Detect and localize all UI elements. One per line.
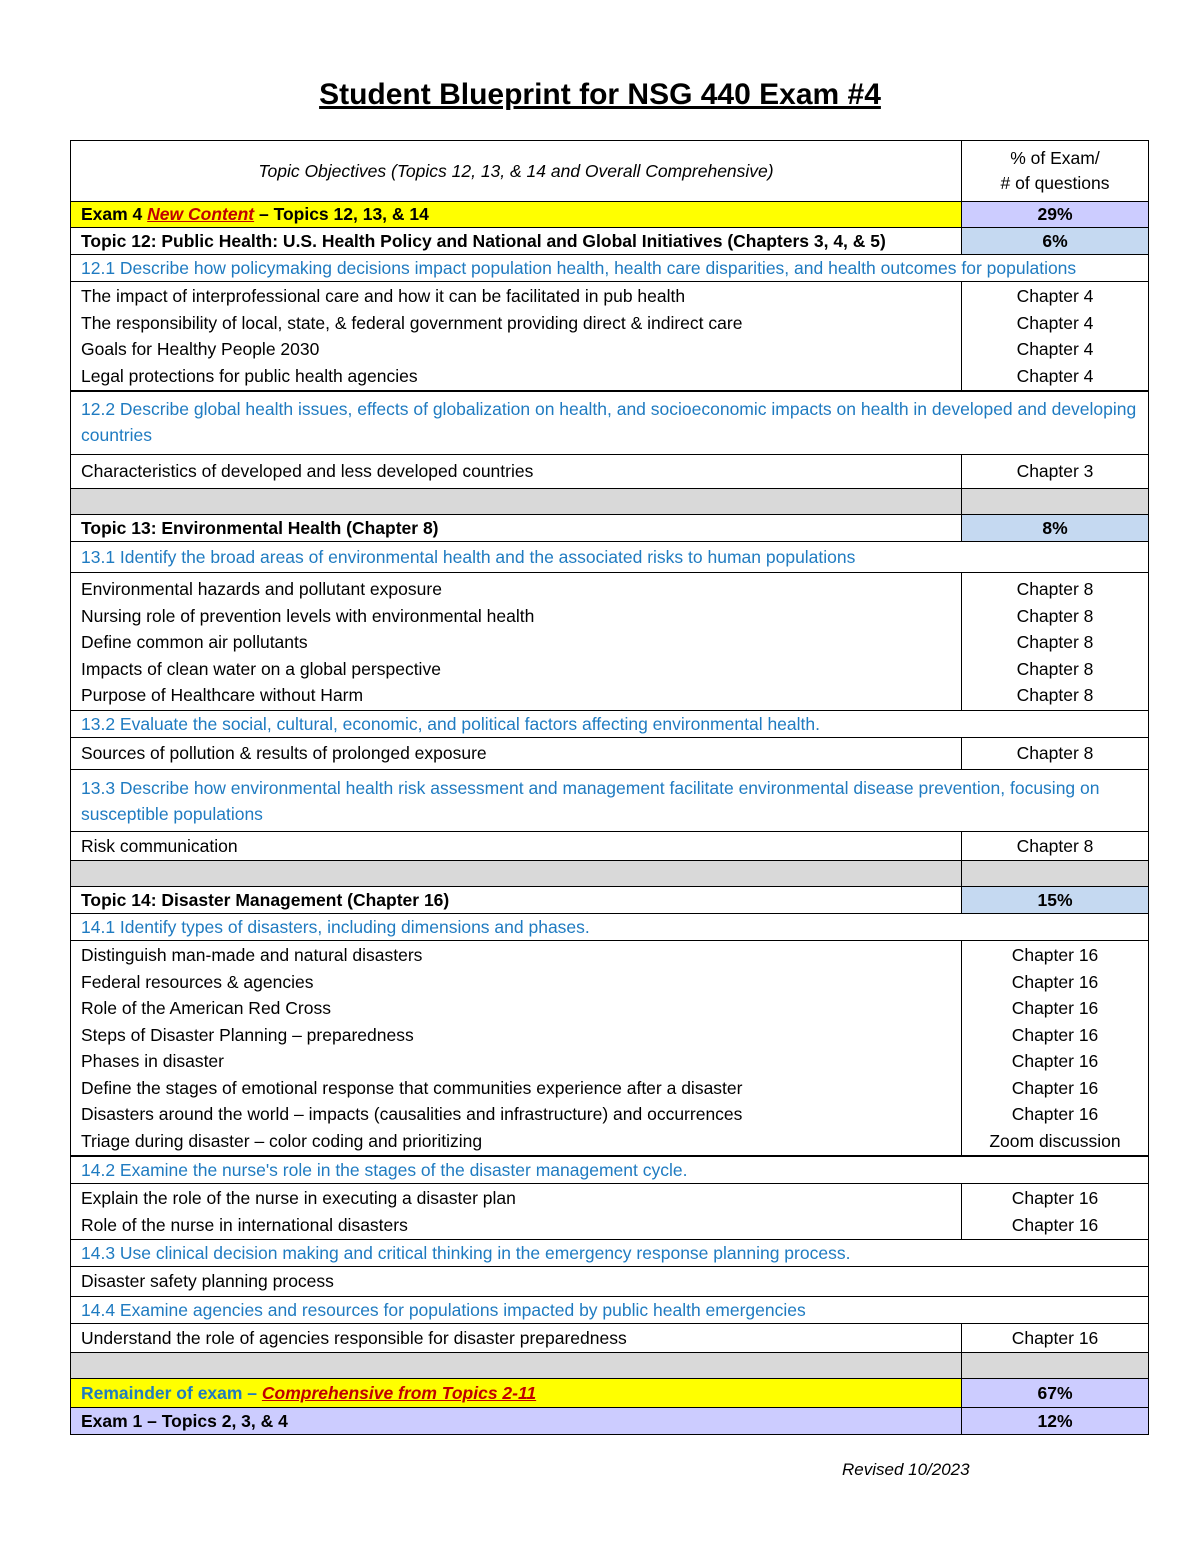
list-item: Impacts of clean water on a global perspective — [81, 658, 441, 679]
items-14-1-row — [71, 941, 1149, 1157]
blueprint-table — [70, 140, 1149, 1435]
spacer-row — [71, 861, 1149, 887]
objective-13-2: 13.2 Evaluate the social, cultural, economic, and political factors affecting environmental health. — [71, 710, 1149, 737]
new-content-percent: 29% — [962, 202, 1149, 228]
objective-12-1-row — [71, 255, 1149, 282]
chapter-ref: Chapter 16 — [1011, 1051, 1099, 1071]
chapter-ref: Chapter 8 — [1016, 605, 1094, 626]
list-item: Distinguish man-made and natural disasters — [81, 945, 423, 965]
list-item: Disaster safety planning process — [71, 1267, 1149, 1297]
topic-14-row — [71, 887, 1149, 914]
new-content-suffix: – Topics 12, 13, & 14 — [254, 204, 429, 224]
objective-14-4: 14.4 Examine agencies and resources for populations impacted by public health emergencies — [71, 1296, 1149, 1323]
page-title: Student Blueprint for NSG 440 Exam #4 — [319, 78, 881, 111]
chapter-ref: Chapter 16 — [1011, 945, 1099, 965]
list-item: Nursing role of prevention levels with environmental health — [81, 605, 535, 626]
objective-13-3: 13.3 Describe how environmental health risk assessment and management facilitate environmental disease prevention, focusing on susceptible populations — [71, 769, 1149, 831]
list-item: Legal protections for public health agencies — [81, 365, 418, 386]
topic-12-title: Topic 12: Public Health: U.S. Health Policy and National and Global Initiatives (Chapters 3, 4, & 5) — [71, 228, 962, 255]
topic-12-percent: 6% — [962, 228, 1149, 255]
chapter-ref: Chapter 16 — [1011, 971, 1099, 992]
percent-header-line1: % of Exam/ — [1010, 148, 1100, 168]
objective-14-1-row — [71, 914, 1149, 941]
chapter-ref: Chapter 8 — [1016, 632, 1094, 652]
objective-12-2-row — [71, 391, 1149, 455]
items-12-2-row — [71, 455, 1149, 489]
objective-13-1-row — [71, 542, 1149, 573]
list-item: The responsibility of local, state, & federal government providing direct & indirect care — [81, 312, 743, 333]
remainder-percent: 67% — [962, 1379, 1149, 1408]
list-item: Define common air pollutants — [81, 632, 308, 652]
chapter-ref: Chapter 16 — [1011, 1024, 1099, 1045]
objective-14-3-row — [71, 1240, 1149, 1267]
revision-note: Revised 10/2023 — [842, 1460, 970, 1479]
new-content-row — [71, 202, 1149, 228]
exam-1-label: Exam 1 – Topics 2, 3, & 4 — [71, 1408, 962, 1435]
remainder-prefix: Remainder of exam – — [81, 1382, 262, 1403]
items-14-3-row — [71, 1267, 1149, 1297]
list-item: Role of the American Red Cross — [81, 998, 331, 1018]
header-row — [71, 141, 1149, 202]
list-item: Explain the role of the nurse in executing a disaster plan — [81, 1188, 516, 1208]
chapter-ref: Chapter 16 — [1011, 1104, 1099, 1124]
topic-13-row — [71, 515, 1149, 542]
items-13-1-row — [71, 573, 1149, 711]
percent-header — [962, 141, 1149, 202]
items-13-1-refs — [962, 573, 1149, 711]
list-item: Phases in disaster — [81, 1051, 224, 1071]
exam-1-row — [71, 1408, 1149, 1435]
spacer-row — [71, 1353, 1149, 1379]
remainder-row — [71, 1379, 1149, 1408]
chapter-ref: Chapter 16 — [1011, 1077, 1099, 1098]
list-item: Understand the role of agencies responsible for disaster preparedness — [71, 1323, 962, 1353]
chapter-ref: Chapter 16 — [962, 1323, 1149, 1353]
chapter-ref: Chapter 8 — [1016, 658, 1094, 679]
list-item: Federal resources & agencies — [81, 971, 314, 992]
chapter-ref: Chapter 4 — [1016, 339, 1094, 359]
list-item: Role of the nurse in international disasters — [81, 1214, 408, 1235]
chapter-ref: Zoom discussion — [989, 1130, 1121, 1151]
new-content-label — [71, 202, 962, 228]
items-13-1-list — [71, 573, 962, 711]
chapter-ref: Chapter 16 — [1011, 998, 1099, 1018]
objective-14-2-row — [71, 1156, 1149, 1184]
items-12-1-row — [71, 282, 1149, 392]
items-14-2-refs — [962, 1184, 1149, 1240]
objective-14-3: 14.3 Use clinical decision making and critical thinking in the emergency response planning process. — [71, 1240, 1149, 1267]
topic-13-title: Topic 13: Environmental Health (Chapter 8) — [71, 515, 962, 542]
chapter-ref: Chapter 16 — [1011, 1188, 1099, 1208]
list-item: Steps of Disaster Planning – preparedness — [81, 1024, 414, 1045]
objective-12-1: 12.1 Describe how policymaking decisions impact population health, health care disparities, and health outcomes for populations — [71, 255, 1149, 282]
items-14-4-row — [71, 1323, 1149, 1353]
exam-1-percent: 12% — [962, 1408, 1149, 1435]
items-14-1-refs — [962, 941, 1149, 1157]
objective-14-2: 14.2 Examine the nurse's role in the stages of the disaster management cycle. — [71, 1156, 1149, 1184]
chapter-ref: Chapter 8 — [962, 737, 1149, 769]
chapter-ref: Chapter 8 — [962, 831, 1149, 861]
objective-12-2: 12.2 Describe global health issues, effects of globalization on health, and socioeconomic impacts on health in developed and developing countries — [71, 391, 1149, 455]
topic-14-title: Topic 14: Disaster Management (Chapter 16) — [71, 887, 962, 914]
items-12-1-list — [71, 282, 962, 392]
list-item: Define the stages of emotional response that communities experience after a disaster — [81, 1077, 743, 1098]
items-13-2-row — [71, 737, 1149, 769]
list-item: Goals for Healthy People 2030 — [81, 339, 320, 359]
objective-13-1: 13.1 Identify the broad areas of environmental health and the associated risks to human populations — [71, 542, 1149, 573]
chapter-ref: Chapter 4 — [1016, 286, 1094, 306]
remainder-label — [71, 1379, 962, 1408]
percent-header-line2: # of questions — [1000, 173, 1110, 193]
chapter-ref: Chapter 4 — [1016, 365, 1094, 386]
objectives-header: Topic Objectives (Topics 12, 13, & 14 and Overall Comprehensive) — [71, 141, 962, 202]
list-item: Risk communication — [71, 831, 962, 861]
chapter-ref: Chapter 3 — [962, 455, 1149, 489]
objective-13-2-row — [71, 710, 1149, 737]
objective-14-4-row — [71, 1296, 1149, 1323]
objective-14-1: 14.1 Identify types of disasters, including dimensions and phases. — [71, 914, 1149, 941]
items-14-2-row — [71, 1184, 1149, 1240]
items-14-2-list — [71, 1184, 962, 1240]
chapter-ref: Chapter 8 — [1016, 685, 1094, 705]
spacer-row — [71, 489, 1149, 515]
items-14-1-list — [71, 941, 962, 1157]
new-content-highlight: New Content — [147, 204, 255, 224]
list-item: Environmental hazards and pollutant exposure — [81, 579, 442, 599]
topic-13-percent: 8% — [962, 515, 1149, 542]
list-item: Triage during disaster – color coding and prioritizing — [81, 1130, 483, 1151]
topic-12-row — [71, 228, 1149, 255]
items-12-1-refs — [962, 282, 1149, 392]
new-content-prefix: Exam 4 — [81, 204, 148, 224]
objective-13-3-row — [71, 769, 1149, 831]
list-item: Purpose of Healthcare without Harm — [81, 685, 364, 705]
chapter-ref: Chapter 8 — [1016, 579, 1094, 599]
list-item: The impact of interprofessional care and how it can be facilitated in pub health — [81, 286, 686, 306]
list-item: Sources of pollution & results of prolonged exposure — [71, 737, 962, 769]
chapter-ref: Chapter 4 — [1016, 312, 1094, 333]
chapter-ref: Chapter 16 — [1011, 1214, 1099, 1235]
items-13-3-row — [71, 831, 1149, 861]
list-item: Disasters around the world – impacts (causalities and infrastructure) and occurrences — [81, 1104, 743, 1124]
list-item: Characteristics of developed and less developed countries — [71, 455, 962, 489]
topic-14-percent: 15% — [962, 887, 1149, 914]
remainder-highlight: Comprehensive from Topics 2-11 — [261, 1382, 537, 1403]
